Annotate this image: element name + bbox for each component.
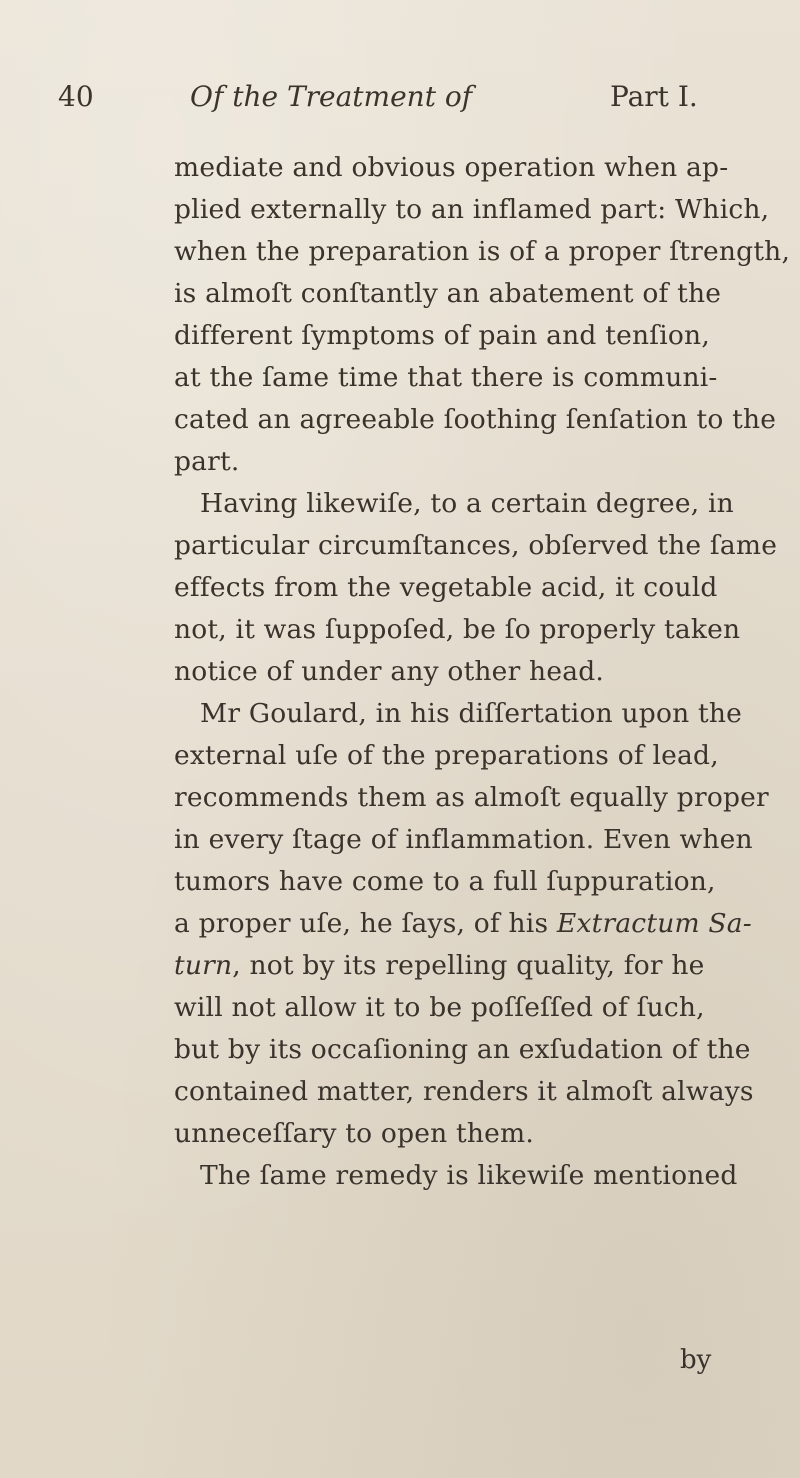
- text-line: recommends them as almoſt equally proper: [174, 782, 769, 813]
- text-line: mediate and obvious operation when ap-: [174, 152, 729, 183]
- text-line: part.: [174, 446, 240, 477]
- page-number: 40: [58, 80, 94, 113]
- text-line: tumors have come to a full ſuppuration,: [174, 866, 716, 897]
- text-line-italic-mixed: [174, 948, 705, 984]
- text-fragment: a proper uſe, he ſays, of his: [174, 908, 557, 939]
- italic-fragment: turn: [174, 950, 233, 981]
- text-line-italic-mixed: [174, 906, 752, 942]
- text-line: unneceſſary to open them.: [174, 1118, 534, 1149]
- text-line: notice of under any other head.: [174, 656, 604, 687]
- text-line: effects from the vegetable acid, it could: [174, 572, 718, 603]
- text-line: when the preparation is of a proper ſtrength,: [174, 236, 791, 267]
- text-line: in every ſtage of inflammation. Even when: [174, 824, 753, 855]
- text-line: cated an agreeable ſoothing ſenſation to the: [174, 404, 777, 435]
- text-line: contained matter, renders it almoſt always: [174, 1076, 754, 1107]
- text-line: will not allow it to be poſſeſſed of ſuch,: [174, 992, 705, 1023]
- text-line: not, it was ſuppoſed, be ſo properly taken: [174, 614, 741, 645]
- text-line: but by its occaſioning an exſudation of the: [174, 1034, 751, 1065]
- text-line: external uſe of the preparations of lead,: [174, 740, 719, 771]
- paragraph-start-line: Mr Goulard, in his diſſertation upon the: [200, 698, 742, 729]
- text-line: is almoſt conſtantly an abatement of the: [174, 278, 722, 309]
- running-head: [58, 72, 758, 122]
- catchword: by: [680, 1345, 712, 1375]
- text-line: at the ſame time that there is communi-: [174, 362, 718, 393]
- part-label: Part I.: [610, 80, 698, 113]
- paragraph-start-line: The ſame remedy is likewiſe mentioned: [200, 1160, 738, 1191]
- text-line: particular circumſtances, obſerved the ſame: [174, 530, 778, 561]
- paragraph-start-line: Having likewiſe, to a certain degree, in: [200, 488, 734, 519]
- text-line: plied externally to an inflamed part: Which,: [174, 194, 770, 225]
- running-title: Of the Treatment of: [190, 80, 473, 113]
- text-fragment: , not by its repelling quality, for he: [232, 950, 705, 981]
- text-line: different ſymptoms of pain and tenſion,: [174, 320, 710, 351]
- italic-fragment: Extractum Sa-: [556, 908, 752, 939]
